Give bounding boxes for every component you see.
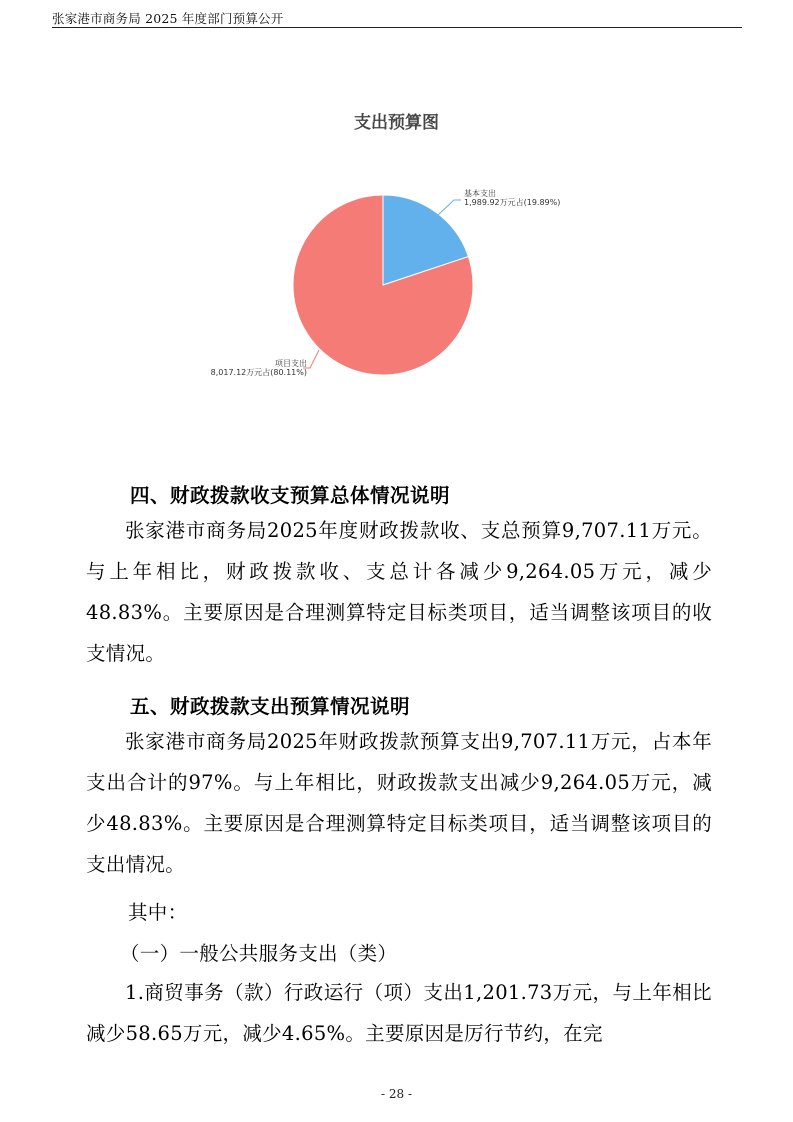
category-heading: （一）一般公共服务支出（类） xyxy=(120,942,398,965)
slice-name-project: 项目支出 xyxy=(275,359,307,368)
page-number: - 28 - xyxy=(380,1087,412,1101)
slice-value-project: 8,017.12万元占(80.11%) xyxy=(210,368,307,377)
section-heading-4: 四、财政拨款收支预算总体情况说明 xyxy=(130,484,451,507)
slice-label-project xyxy=(207,359,307,377)
among-label: 其中： xyxy=(128,901,188,924)
slice-value-basic: 1,989.92万元占(19.89%) xyxy=(464,198,561,207)
pie-chart xyxy=(0,0,793,460)
chart-title: 支出预算图 xyxy=(354,113,439,133)
leader-line-basic xyxy=(438,200,461,215)
item-paragraph-1: 1.商贸事务（款）行政运行（项）支出1,201.73万元，与上年相比减少58.65万元，减少4.65%。主要原因是厉行节约，在完 xyxy=(86,981,712,1045)
section-paragraph-5: 张家港市商务局2025年财政拨款预算支出9,707.11万元，占本年支出合计的97%。与上年相比，财政拨款支出减少9,264.05万元，减少48.83%。主要原因是合理测算特定目标类项目，适当调整该项目的支出情况。 xyxy=(86,730,712,876)
section-paragraph-4: 张家港市商务局2025年度财政拨款收、支总预算9,707.11万元。与上年相比，财政拨款收、支总计各减少9,264.05万元，减少48.83%。主要原因是合理测算特定目标类项目，适当调整该项目的收支情况。 xyxy=(86,519,712,665)
slice-label-basic xyxy=(464,189,560,207)
running-header: 张家港市商务局 2025 年度部门预算公开 xyxy=(52,11,284,26)
slice-name-basic: 基本支出 xyxy=(464,189,496,198)
section-heading-5: 五、财政拨款支出预算情况说明 xyxy=(130,695,411,718)
